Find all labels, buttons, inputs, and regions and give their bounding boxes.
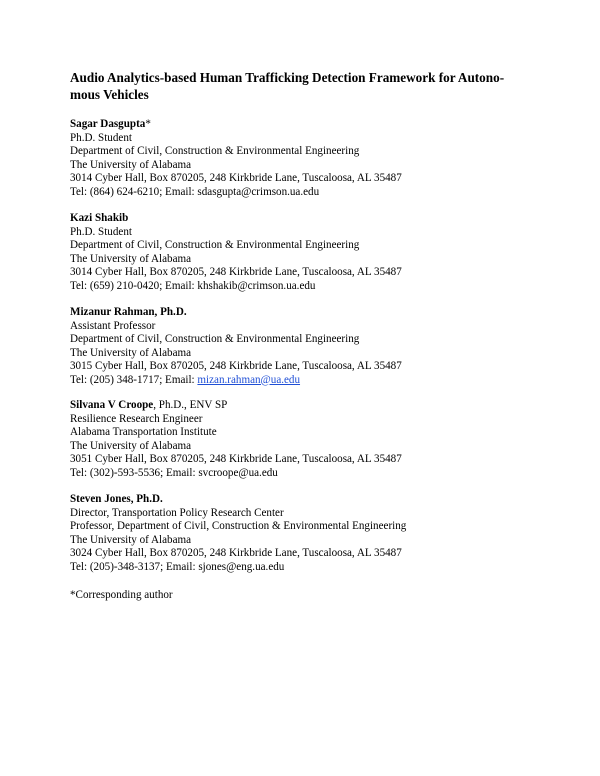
author-position: Ph.D. Student: [70, 131, 132, 144]
author-name-line: [70, 212, 540, 226]
author-position: Resilience Research Engineer: [70, 412, 203, 425]
author-university: The University of Alabama: [70, 158, 192, 171]
author-name-suffix: *: [145, 118, 151, 130]
author-name: Silvana V Croope: [70, 399, 154, 411]
author-position: Ph.D. Student: [70, 225, 132, 238]
author-address: 3051 Cyber Hall, Box 870205, 248 Kirkbride Lane, Tuscaloosa, AL 35487: [70, 453, 402, 465]
author-name-line: [70, 399, 540, 413]
author-email: svcroope@ua.edu: [198, 466, 278, 479]
author-department: Department of Civil, Construction & Environmental Engineering: [70, 239, 360, 251]
author-position: Director, Transportation Policy Research Center: [70, 506, 284, 519]
author-email: sjones@eng.ua.edu: [198, 560, 285, 573]
author-contact: [70, 561, 540, 575]
author-name: Sagar Dasgupta: [70, 118, 146, 130]
author-address: 3014 Cyber Hall, Box 870205, 248 Kirkbride Lane, Tuscaloosa, AL 35487: [70, 172, 402, 184]
author-address: 3015 Cyber Hall, Box 870205, 248 Kirkbride Lane, Tuscaloosa, AL 35487: [70, 360, 402, 372]
author-contact-prefix: Tel: (302)-593-5536; Email:: [70, 466, 199, 479]
author-name: Steven Jones, Ph.D.: [70, 493, 163, 505]
author-contact-prefix: Tel: (864) 624-6210; Email:: [70, 185, 198, 198]
author-contact: [70, 186, 540, 200]
author-university: The University of Alabama: [70, 252, 192, 265]
author-contact: [70, 280, 540, 294]
author-block-dasgupta: [70, 118, 540, 199]
paper-title: [70, 69, 540, 103]
author-department: Professor, Department of Civil, Construction & Environmental Engineering: [70, 520, 407, 532]
author-block-jones: [70, 493, 540, 574]
author-position: Assistant Professor: [70, 319, 156, 332]
author-block-croope: [70, 399, 540, 480]
title-line-1: Audio Analytics-based Human Trafficking Detection Framework for Autono-: [70, 70, 505, 85]
author-name-line: [70, 118, 540, 132]
author-email: khshakib@crimson.ua.edu: [197, 279, 316, 292]
author-contact: [70, 374, 540, 388]
title-line-2: mous Vehicles: [70, 87, 149, 102]
author-name-line: [70, 306, 540, 320]
author-block-shakib: [70, 212, 540, 293]
author-address: 3014 Cyber Hall, Box 870205, 248 Kirkbride Lane, Tuscaloosa, AL 35487: [70, 266, 402, 278]
author-address: 3024 Cyber Hall, Box 870205, 248 Kirkbride Lane, Tuscaloosa, AL 35487: [70, 547, 402, 559]
author-university: The University of Alabama: [70, 346, 192, 359]
corresponding-author-note: *Corresponding author: [70, 589, 173, 601]
author-name-line: [70, 493, 540, 507]
author-department: Department of Civil, Construction & Environmental Engineering: [70, 145, 360, 157]
author-name-suffix: , Ph.D., ENV SP: [153, 399, 228, 411]
author-university: The University of Alabama: [70, 439, 192, 452]
author-name: Kazi Shakib: [70, 212, 129, 224]
author-university: The University of Alabama: [70, 533, 192, 546]
author-contact-prefix: Tel: (659) 210-0420; Email:: [70, 279, 198, 292]
author-contact: [70, 467, 540, 481]
author-email: sdasgupta@crimson.ua.edu: [197, 185, 320, 198]
author-department: Alabama Transportation Institute: [70, 426, 217, 438]
author-contact-prefix: Tel: (205)-348-3137; Email:: [70, 560, 199, 573]
author-email-link[interactable]: mizan.rahman@ua.edu: [197, 373, 301, 386]
author-name: Mizanur Rahman, Ph.D.: [70, 306, 187, 318]
author-department: Department of Civil, Construction & Environmental Engineering: [70, 333, 360, 345]
author-contact-prefix: Tel: (205) 348-1717; Email:: [70, 373, 198, 386]
author-block-rahman: [70, 306, 540, 387]
